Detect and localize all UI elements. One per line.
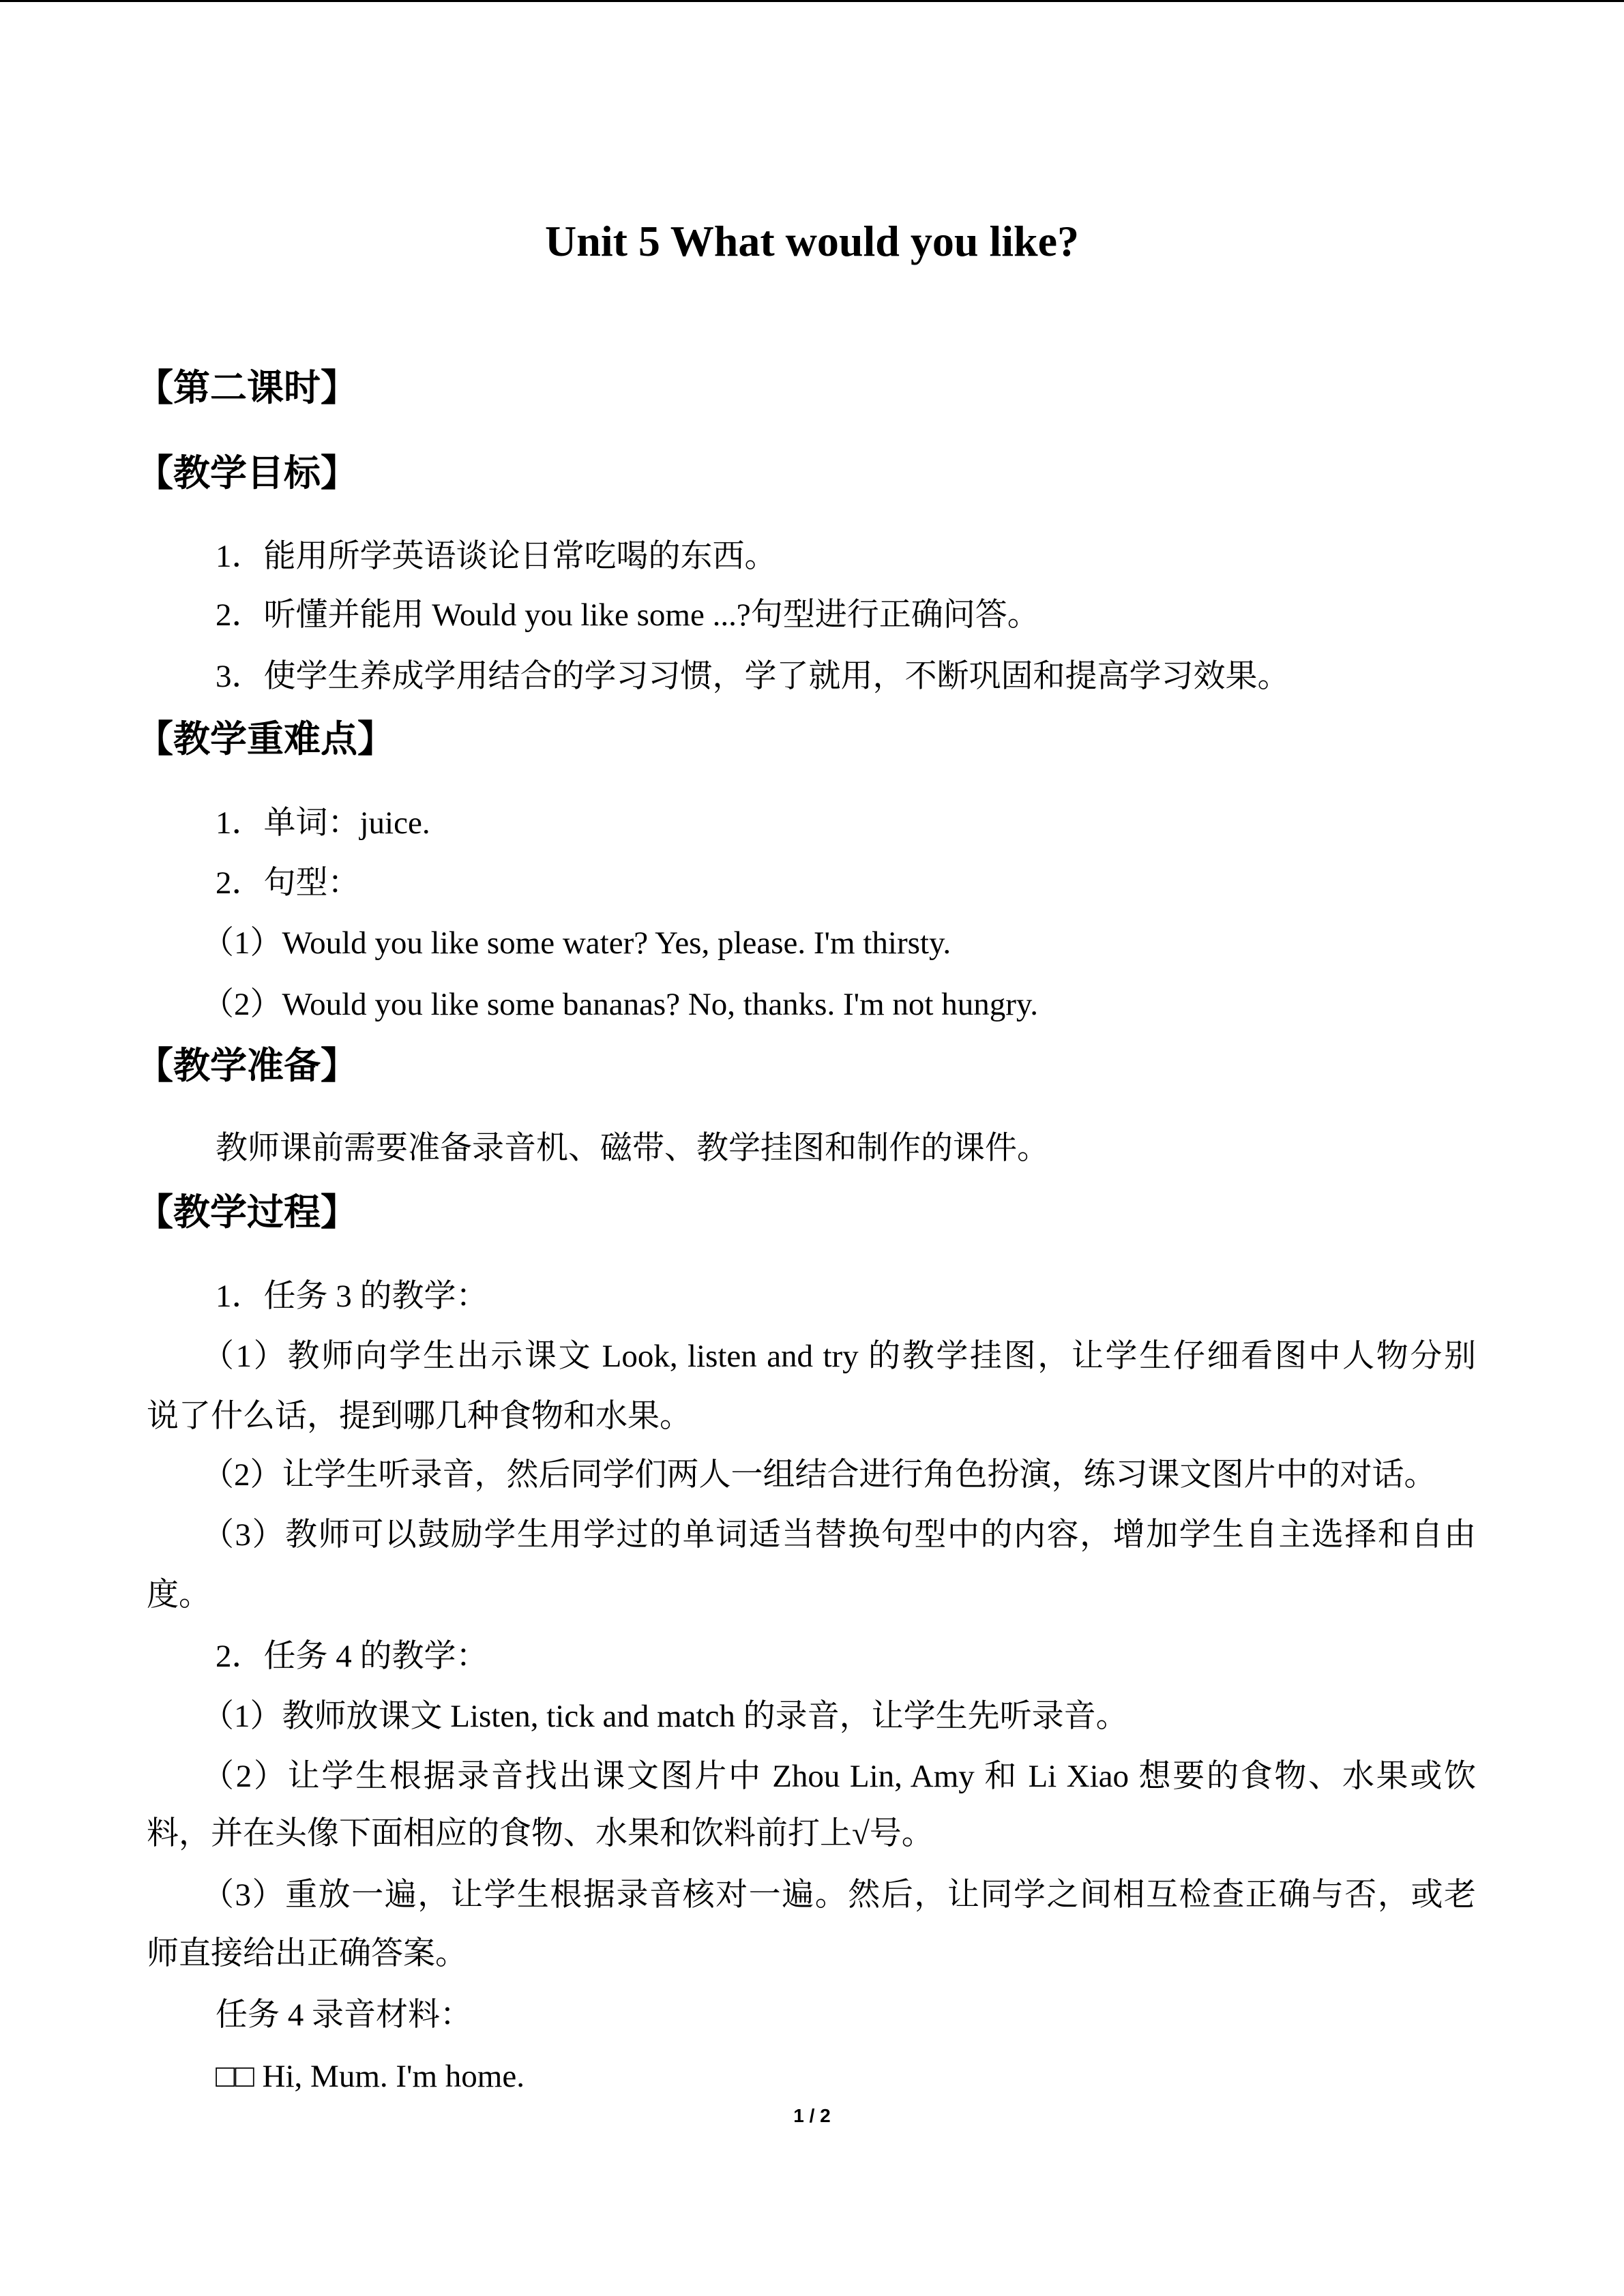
key-point-item: 1．单词：juice. bbox=[216, 805, 430, 841]
teaching-objectives-heading: 【教学目标】 bbox=[136, 453, 357, 494]
key-point-item: 2．句型： bbox=[216, 865, 360, 901]
task-4-step-line: 料，并在头像下面相应的食物、水果和饮料前打上√号。 bbox=[147, 1816, 934, 1851]
key-point-sentence: （2）Would you like some bananas? No, thanks. I'm not hungry. bbox=[202, 987, 1039, 1022]
page-number: 1 / 2 bbox=[793, 2105, 831, 2126]
task-3-step-line: （3）教师可以鼓励学生用学过的单词适当替换句型中的内容，增加学生自主选择和自由 bbox=[202, 1517, 1476, 1553]
objective-item: 3．使学生养成学用结合的学习习惯，学了就用，不断巩固和提高学习效果。 bbox=[216, 659, 1290, 694]
task-4-step-line: （1）教师放课文 Listen, tick and match 的录音，让学生先听录音。 bbox=[202, 1699, 1128, 1734]
task-3-step-line: （2）让学生听录音，然后同学们两人一组结合进行角色扮演，练习课文图片中的对话。 bbox=[202, 1457, 1436, 1493]
objective-item: 2．听懂并能用 Would you like some ...?句型进行正确问答。 bbox=[216, 597, 1039, 633]
key-difficult-points-heading: 【教学重难点】 bbox=[136, 719, 394, 760]
task-3-label: 1．任务 3 的教学： bbox=[216, 1279, 488, 1314]
teaching-process-heading: 【教学过程】 bbox=[136, 1192, 357, 1233]
page-top-border bbox=[0, 0, 1624, 2]
task-4-step-line: 师直接给出正确答案。 bbox=[147, 1936, 467, 1971]
audio-material-label: 任务 4 录音材料： bbox=[216, 1997, 472, 2033]
document-title: Unit 5 What would you like? bbox=[545, 217, 1079, 265]
audio-script-line: □□ Hi, Mum. I'm home. bbox=[216, 2059, 525, 2094]
task-4-label: 2．任务 4 的教学： bbox=[216, 1639, 488, 1674]
task-3-step-line: 说了什么话，提到哪几种食物和水果。 bbox=[147, 1399, 692, 1434]
task-4-step-line: （2）让学生根据录音找出课文图片中 Zhou Lin, Amy 和 Li Xiao 想要的食物、水果或饮 bbox=[202, 1759, 1476, 1794]
task-3-step-line: （1）教师向学生出示课文 Look, listen and try 的教学挂图，让学生仔细看图中人物分别 bbox=[202, 1339, 1476, 1374]
preparation-text: 教师课前需要准备录音机、磁带、教学挂图和制作的课件。 bbox=[216, 1131, 1049, 1166]
task-4-step-line: （3）重放一遍，让学生根据录音核对一遍。然后，让同学之间相互检查正确与否，或老 bbox=[202, 1877, 1476, 1913]
objective-item: 1．能用所学英语谈论日常吃喝的东西。 bbox=[216, 539, 777, 574]
key-point-sentence: （1）Would you like some water? Yes, please. I'm thirsty. bbox=[202, 925, 951, 961]
lesson-period-heading: 【第二课时】 bbox=[136, 368, 357, 408]
teaching-preparation-heading: 【教学准备】 bbox=[136, 1045, 357, 1086]
task-3-step-line: 度。 bbox=[147, 1577, 211, 1613]
